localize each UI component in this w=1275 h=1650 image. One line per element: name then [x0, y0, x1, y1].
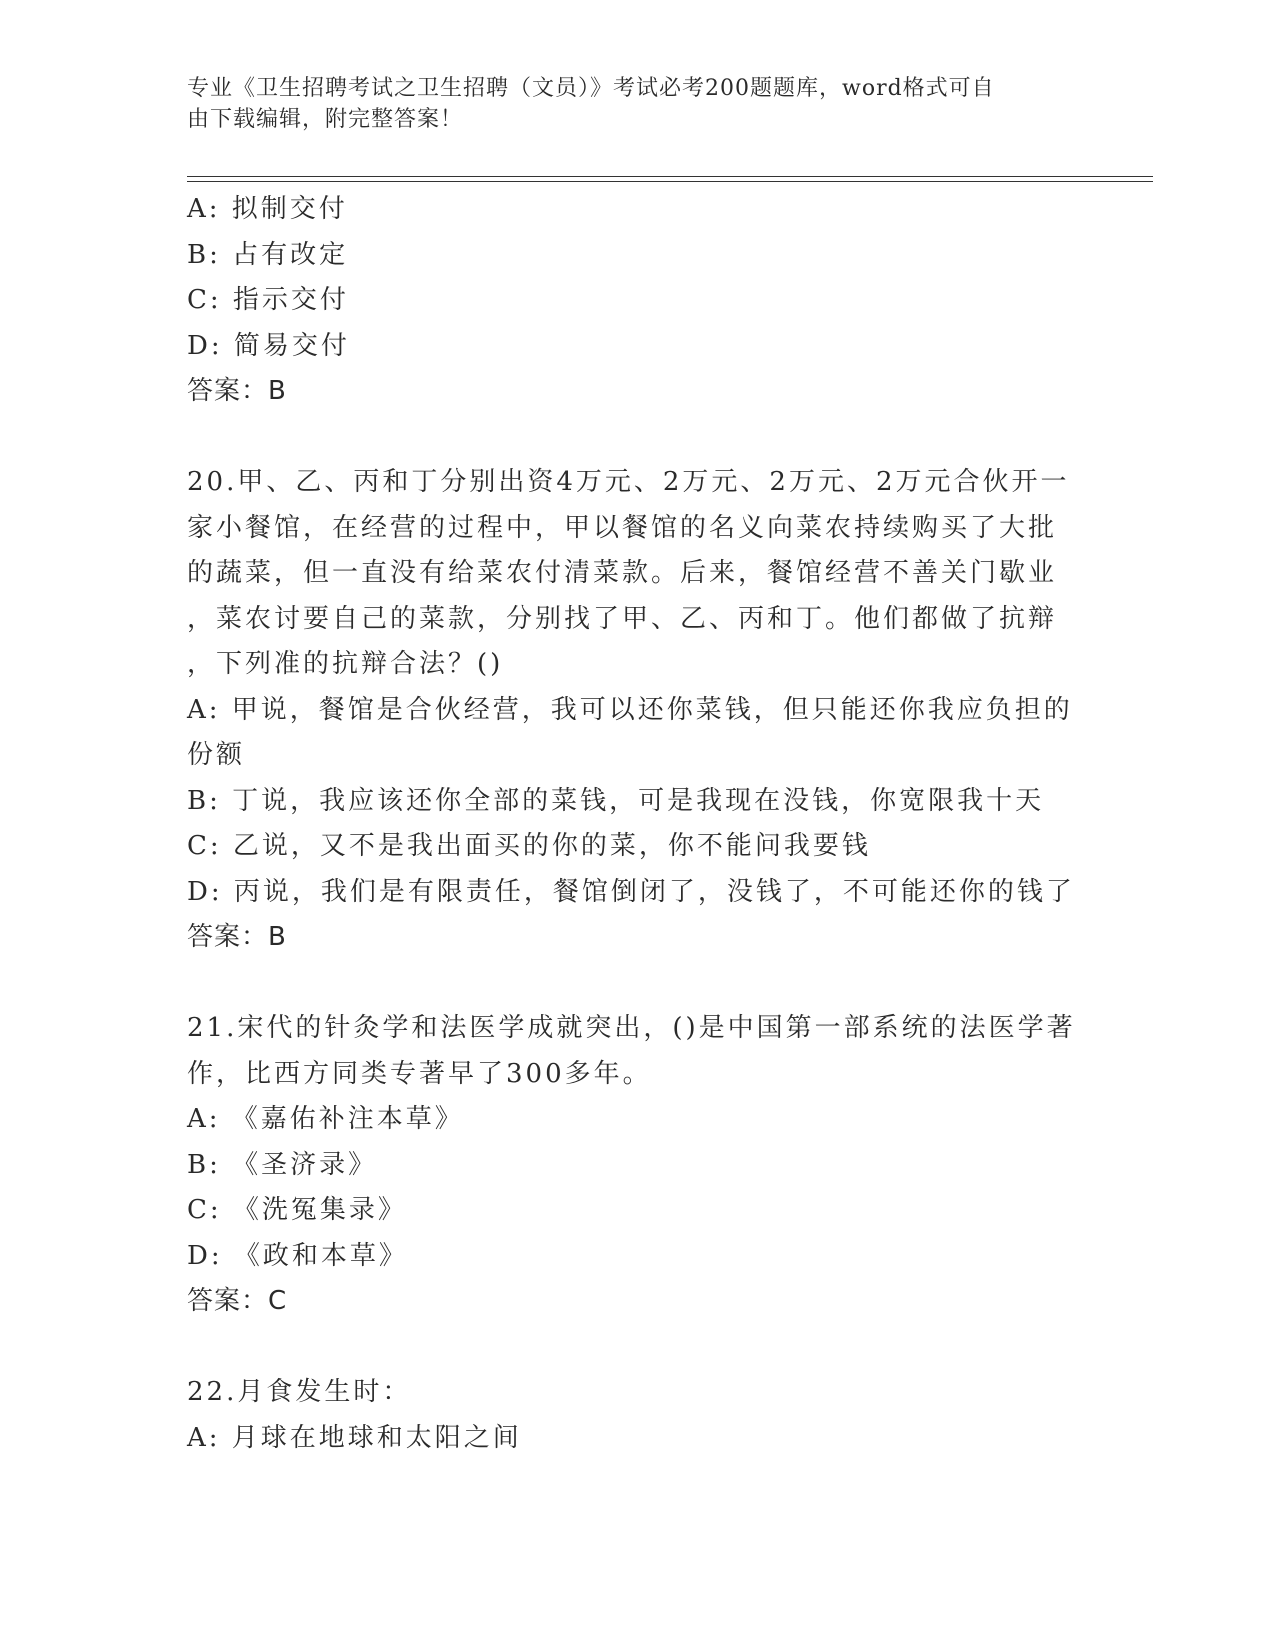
- question-content: [187, 187, 1087, 1461]
- option-c: C: 《洗冤集录》: [187, 1195, 407, 1225]
- option-a: A: 月球在地球和太阳之间: [187, 1422, 522, 1453]
- header-line-1: 专业《卫生招聘考试之卫生招聘（文员）》考试必考200题题库，word格式可自: [187, 76, 995, 101]
- option-d: D: 简易交付: [187, 330, 350, 361]
- spacer: [187, 1325, 1087, 1371]
- question-stem-line: ，下列准的抗辩合法？(): [187, 649, 504, 679]
- option-a: A: 《嘉佑补注本草》: [187, 1104, 464, 1134]
- option-c: C: 乙说，又不是我出面买的你的菜，你不能问我要钱: [187, 831, 871, 861]
- question-19: [187, 187, 1087, 415]
- question-stem-line: 家小餐馆，在经营的过程中，甲以餐馆的名义向菜农持续购买了大批: [187, 512, 1058, 543]
- question-stem-line: 作，比西方同类专著早了300多年。: [187, 1058, 652, 1089]
- document-header: [187, 73, 1067, 135]
- question-22: [187, 1370, 1087, 1461]
- spacer: [187, 961, 1087, 1007]
- option-a: A: 拟制交付: [187, 194, 348, 224]
- question-21: [187, 1006, 1087, 1325]
- header-divider-bottom: [187, 181, 1153, 182]
- option-a-continued: 份额: [187, 740, 246, 770]
- header-line-2: 由下载编辑，附完整答案！: [187, 107, 464, 132]
- option-b: B: 《圣济录》: [187, 1149, 378, 1180]
- question-stem-line: 21.宋代的针灸学和法医学成就突出，()是中国第一部系统的法医学著: [187, 1013, 1076, 1043]
- spacer: [187, 415, 1087, 461]
- option-d: D: 《政和本草》: [187, 1240, 408, 1271]
- option-b: B: 丁说，我应该还你全部的菜钱，可是我现在没钱，你宽限我十天: [187, 785, 1045, 816]
- question-20: [187, 460, 1087, 961]
- answer: 答案：C: [187, 1286, 288, 1316]
- option-a: A: 甲说，餐馆是合伙经营，我可以还你菜钱，但只能还你我应负担的: [187, 694, 1073, 725]
- option-b: B: 占有改定: [187, 239, 349, 270]
- question-stem-line: 22.月食发生时：: [187, 1377, 412, 1407]
- question-stem-line: ，菜农讨要自己的菜款，分别找了甲、乙、丙和丁。他们都做了抗辩: [187, 603, 1058, 634]
- question-stem-line: 20.甲、乙、丙和丁分别出资4万元、2万元、2万元、2万元合伙开一: [187, 467, 1070, 497]
- option-c: C: 指示交付: [187, 285, 349, 315]
- header-divider-top: [187, 176, 1153, 177]
- answer: 答案：B: [187, 376, 287, 406]
- option-d: D: 丙说，我们是有限责任，餐馆倒闭了，没钱了，不可能还你的钱了: [187, 876, 1075, 907]
- question-stem-line: 的蔬菜，但一直没有给菜农付清菜款。后来，餐馆经营不善关门歇业: [187, 558, 1058, 588]
- answer: 答案：B: [187, 922, 287, 952]
